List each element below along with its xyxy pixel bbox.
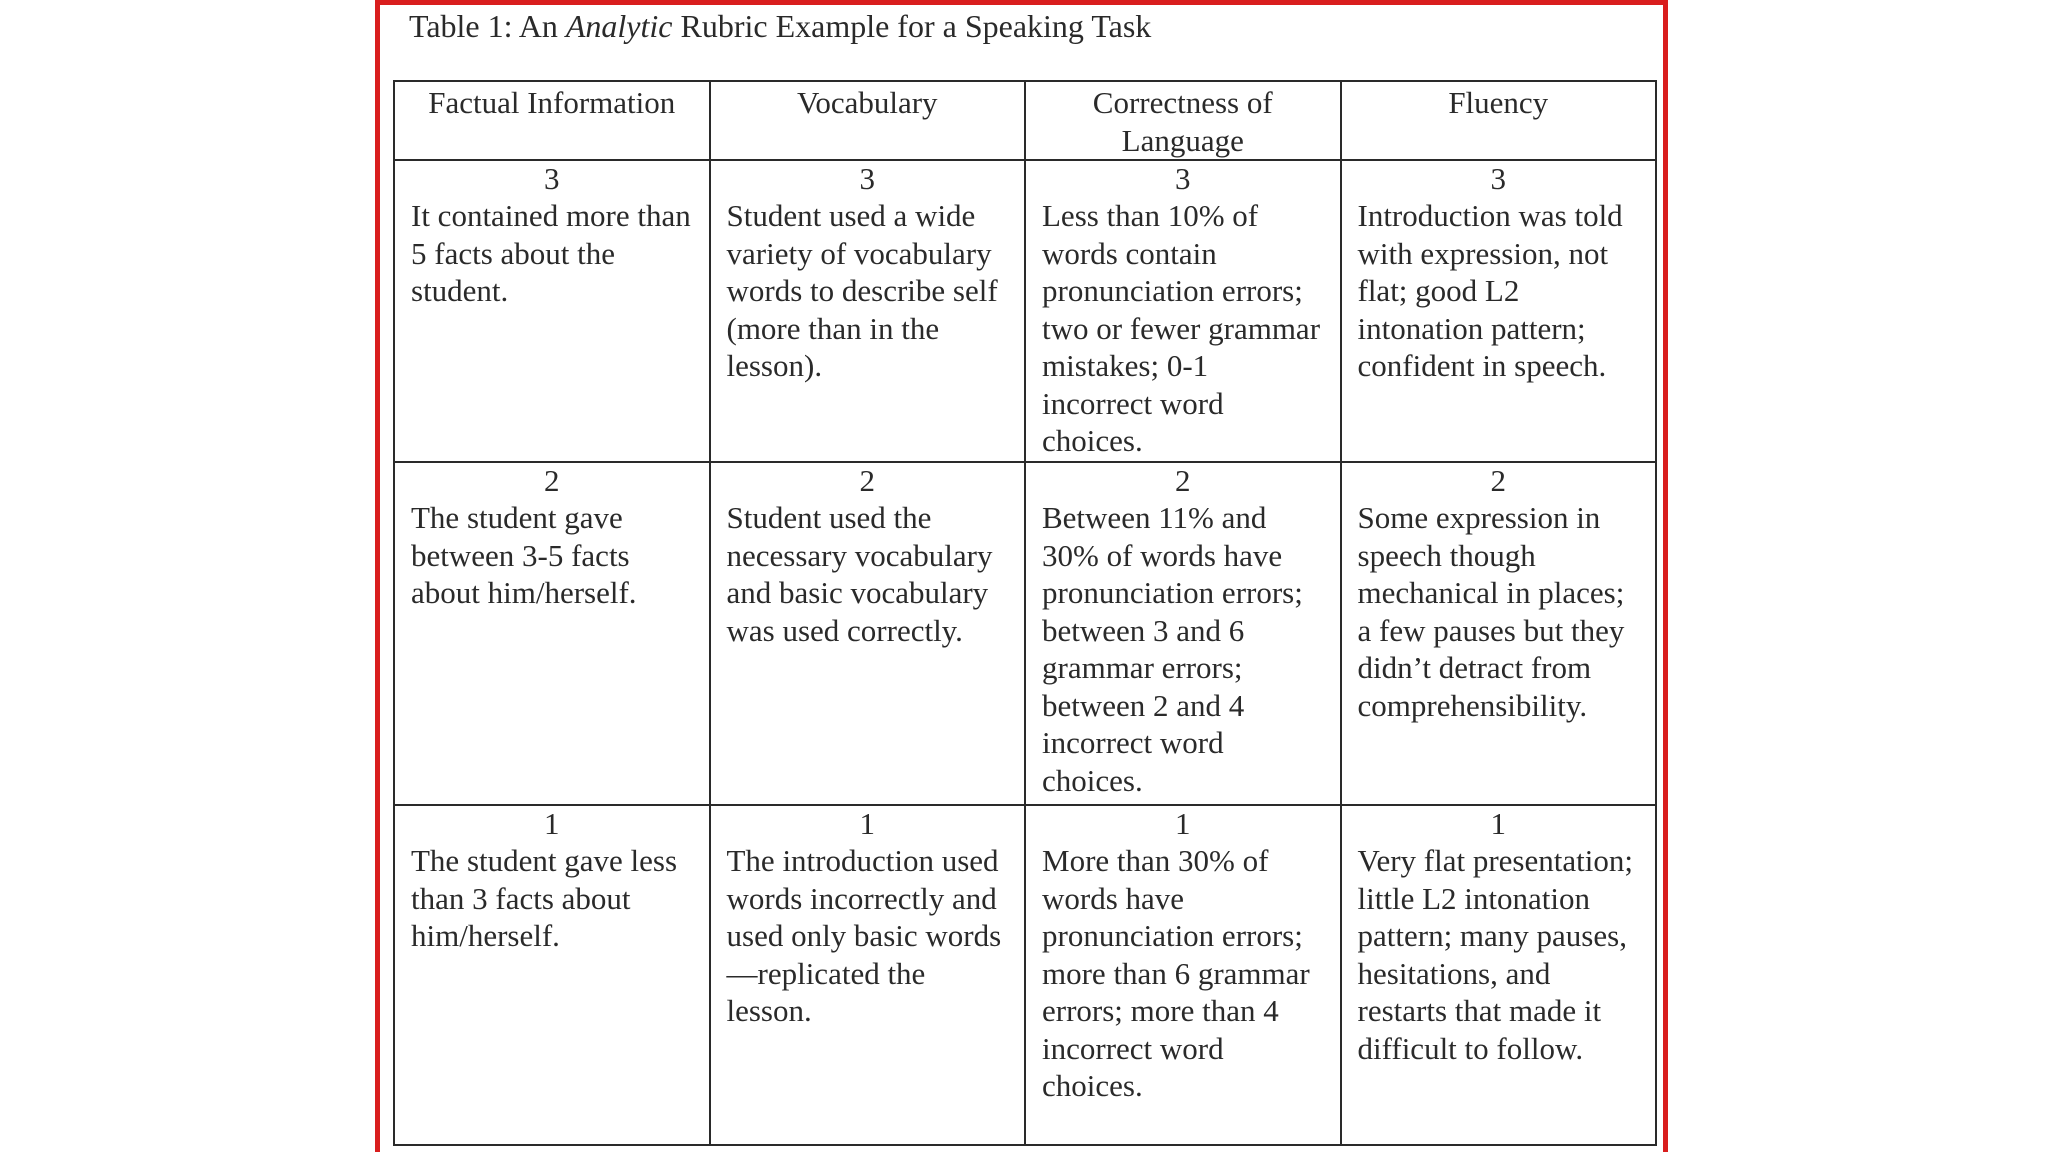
rubric-cell — [394, 462, 710, 805]
rubric-cell — [1341, 462, 1657, 805]
rubric-cell — [1025, 805, 1341, 1145]
score-value: 2 — [1175, 463, 1191, 498]
criterion-description: Student used the necessary vocabulary and basic vocabulary was used correctly. — [726, 500, 993, 648]
score-value: 2 — [859, 463, 875, 498]
criterion-description: Some expression in speech though mechanical in places; a few pauses but they didn’t detract from comprehensibility. — [1357, 500, 1625, 723]
score-value: 3 — [544, 161, 560, 196]
rubric-cell — [1025, 160, 1341, 462]
score-value: 1 — [1490, 806, 1506, 841]
rubric-cell — [394, 160, 710, 462]
score-value: 1 — [1175, 806, 1191, 841]
score-value: 1 — [859, 806, 875, 841]
score-value: 2 — [1490, 463, 1506, 498]
score-value: 3 — [859, 161, 875, 196]
caption-suffix: Rubric Example for a Speaking Task — [672, 8, 1152, 44]
header-correctness-of-language: Correctness of Language — [1025, 81, 1341, 160]
header-factual-information: Factual Information — [394, 81, 710, 160]
criterion-description: Student used a wide variety of vocabulary words to describe self (more than in the lesson). — [726, 198, 998, 383]
rubric-cell — [1025, 462, 1341, 805]
header-vocabulary: Vocabulary — [710, 81, 1026, 160]
rubric-row-score-3 — [394, 160, 1656, 462]
criterion-description: The student gave less than 3 facts about him/herself. — [411, 843, 678, 953]
criterion-description: The introduction used words incorrectly and used only basic words—replicated the lesson. — [726, 843, 1002, 1028]
score-value: 3 — [1175, 161, 1191, 196]
rubric-row-score-2 — [394, 462, 1656, 805]
rubric-row-score-1 — [394, 805, 1656, 1145]
rubric-cell — [710, 462, 1026, 805]
rubric-cell — [1341, 805, 1657, 1145]
criterion-description: Introduction was told with expression, not flat; good L2 intonation pattern; confident in speech. — [1357, 198, 1623, 383]
criterion-description: Very flat presentation; little L2 intonation pattern; many pauses, hesitations, and restarts that made it difficult to follow. — [1357, 843, 1633, 1066]
criterion-description: Less than 10% of words contain pronunciation errors; two or fewer grammar mistakes; 0-1 incorrect word choices. — [1042, 198, 1321, 458]
criterion-description: It contained more than 5 facts about the student. — [411, 198, 691, 308]
score-value: 1 — [544, 806, 560, 841]
criterion-description: The student gave between 3-5 facts about him/herself. — [411, 500, 637, 610]
header-fluency: Fluency — [1341, 81, 1657, 160]
rubric-cell — [394, 805, 710, 1145]
rubric-cell — [710, 805, 1026, 1145]
caption-prefix: Table 1: An — [409, 8, 566, 44]
table-caption — [409, 4, 1151, 48]
score-value: 2 — [544, 463, 560, 498]
rubric-cell — [710, 160, 1026, 462]
score-value: 3 — [1490, 161, 1506, 196]
rubric-table — [393, 80, 1657, 1146]
criterion-description: More than 30% of words have pronunciation errors; more than 6 grammar errors; more than 4 incorrect word choices. — [1042, 843, 1310, 1103]
caption-italic: Analytic — [565, 8, 673, 44]
rubric-cell — [1341, 160, 1657, 462]
criterion-description: Between 11% and 30% of words have pronunciation errors; between 3 and 6 grammar errors; between 2 and 4 incorrect word choices. — [1042, 500, 1303, 798]
header-row — [394, 81, 1656, 160]
